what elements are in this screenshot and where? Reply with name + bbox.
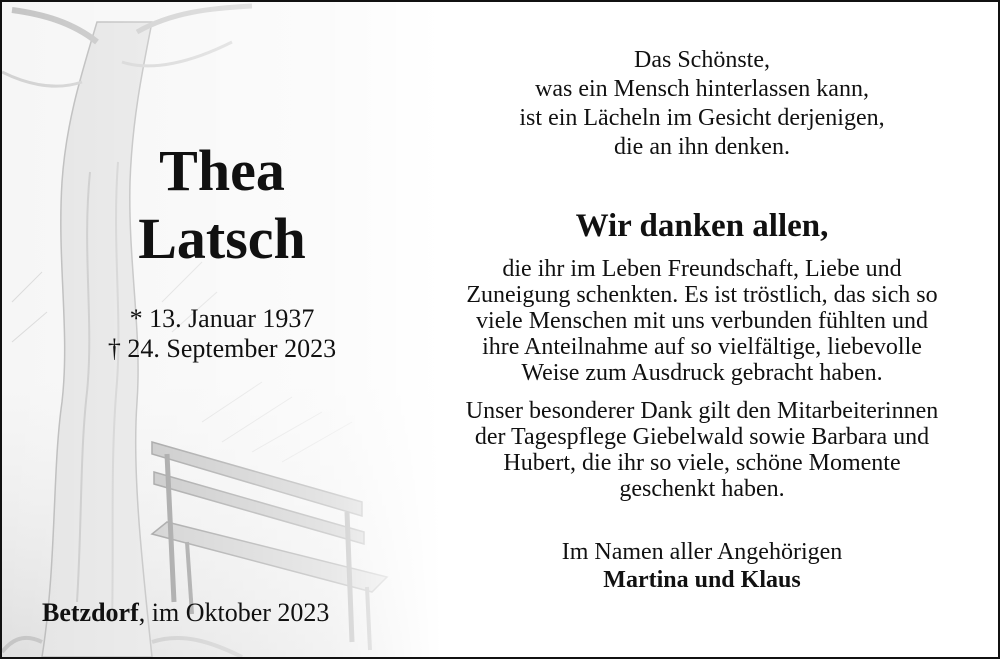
thanks-line: Hubert, die ihr so viele, schöne Momente [503,450,901,476]
thanks-line: geschenkt haben. [619,476,785,502]
place-and-date [42,598,329,628]
signature-intro: Im Namen aller Angehörigen [561,539,843,565]
quote-line: die an ihn denken. [614,134,790,160]
thanks-line: viele Menschen mit uns verbunden fühlten und [476,308,928,334]
place: Betzdorf [42,598,139,627]
thanks-line: die ihr im Leben Freundschaft, Liebe und [502,256,902,282]
quote-line: Das Schönste, [634,47,770,73]
quote-line: ist ein Lächeln im Gesicht derjenigen, [519,105,885,131]
date: , im Oktober 2023 [138,598,330,627]
thanks-paragraph-2 [422,398,982,502]
thanks-line: Unser besonderer Dank gilt den Mitarbeiterinnen [465,398,939,424]
thanks-paragraph-1 [422,256,982,386]
quote-line: was ein Mensch hinterlassen kann, [535,76,869,102]
deceased-last-name: Latsch [138,206,306,271]
death-date: † 24. September 2023 [107,334,337,363]
deceased-first-name: Thea [159,138,285,203]
left-column [42,2,482,657]
birth-date: * 13. Januar 1937 [129,304,315,333]
thanks-line: ihre Anteilnahme auf so vielfältige, liebevolle [482,334,922,360]
thanks-line: der Tagespflege Giebelwald sowie Barbara und [474,424,930,450]
signature-names: Martina und Klaus [603,567,801,593]
thanks-line: Weise zum Ausdruck gebracht haben. [521,360,883,386]
thanks-line: Zuneigung schenkten. Es ist tröstlich, das sich so [466,282,938,308]
thanks-heading: Wir danken allen, [575,208,829,244]
memorial-quote [422,46,982,162]
life-dates [2,304,442,364]
